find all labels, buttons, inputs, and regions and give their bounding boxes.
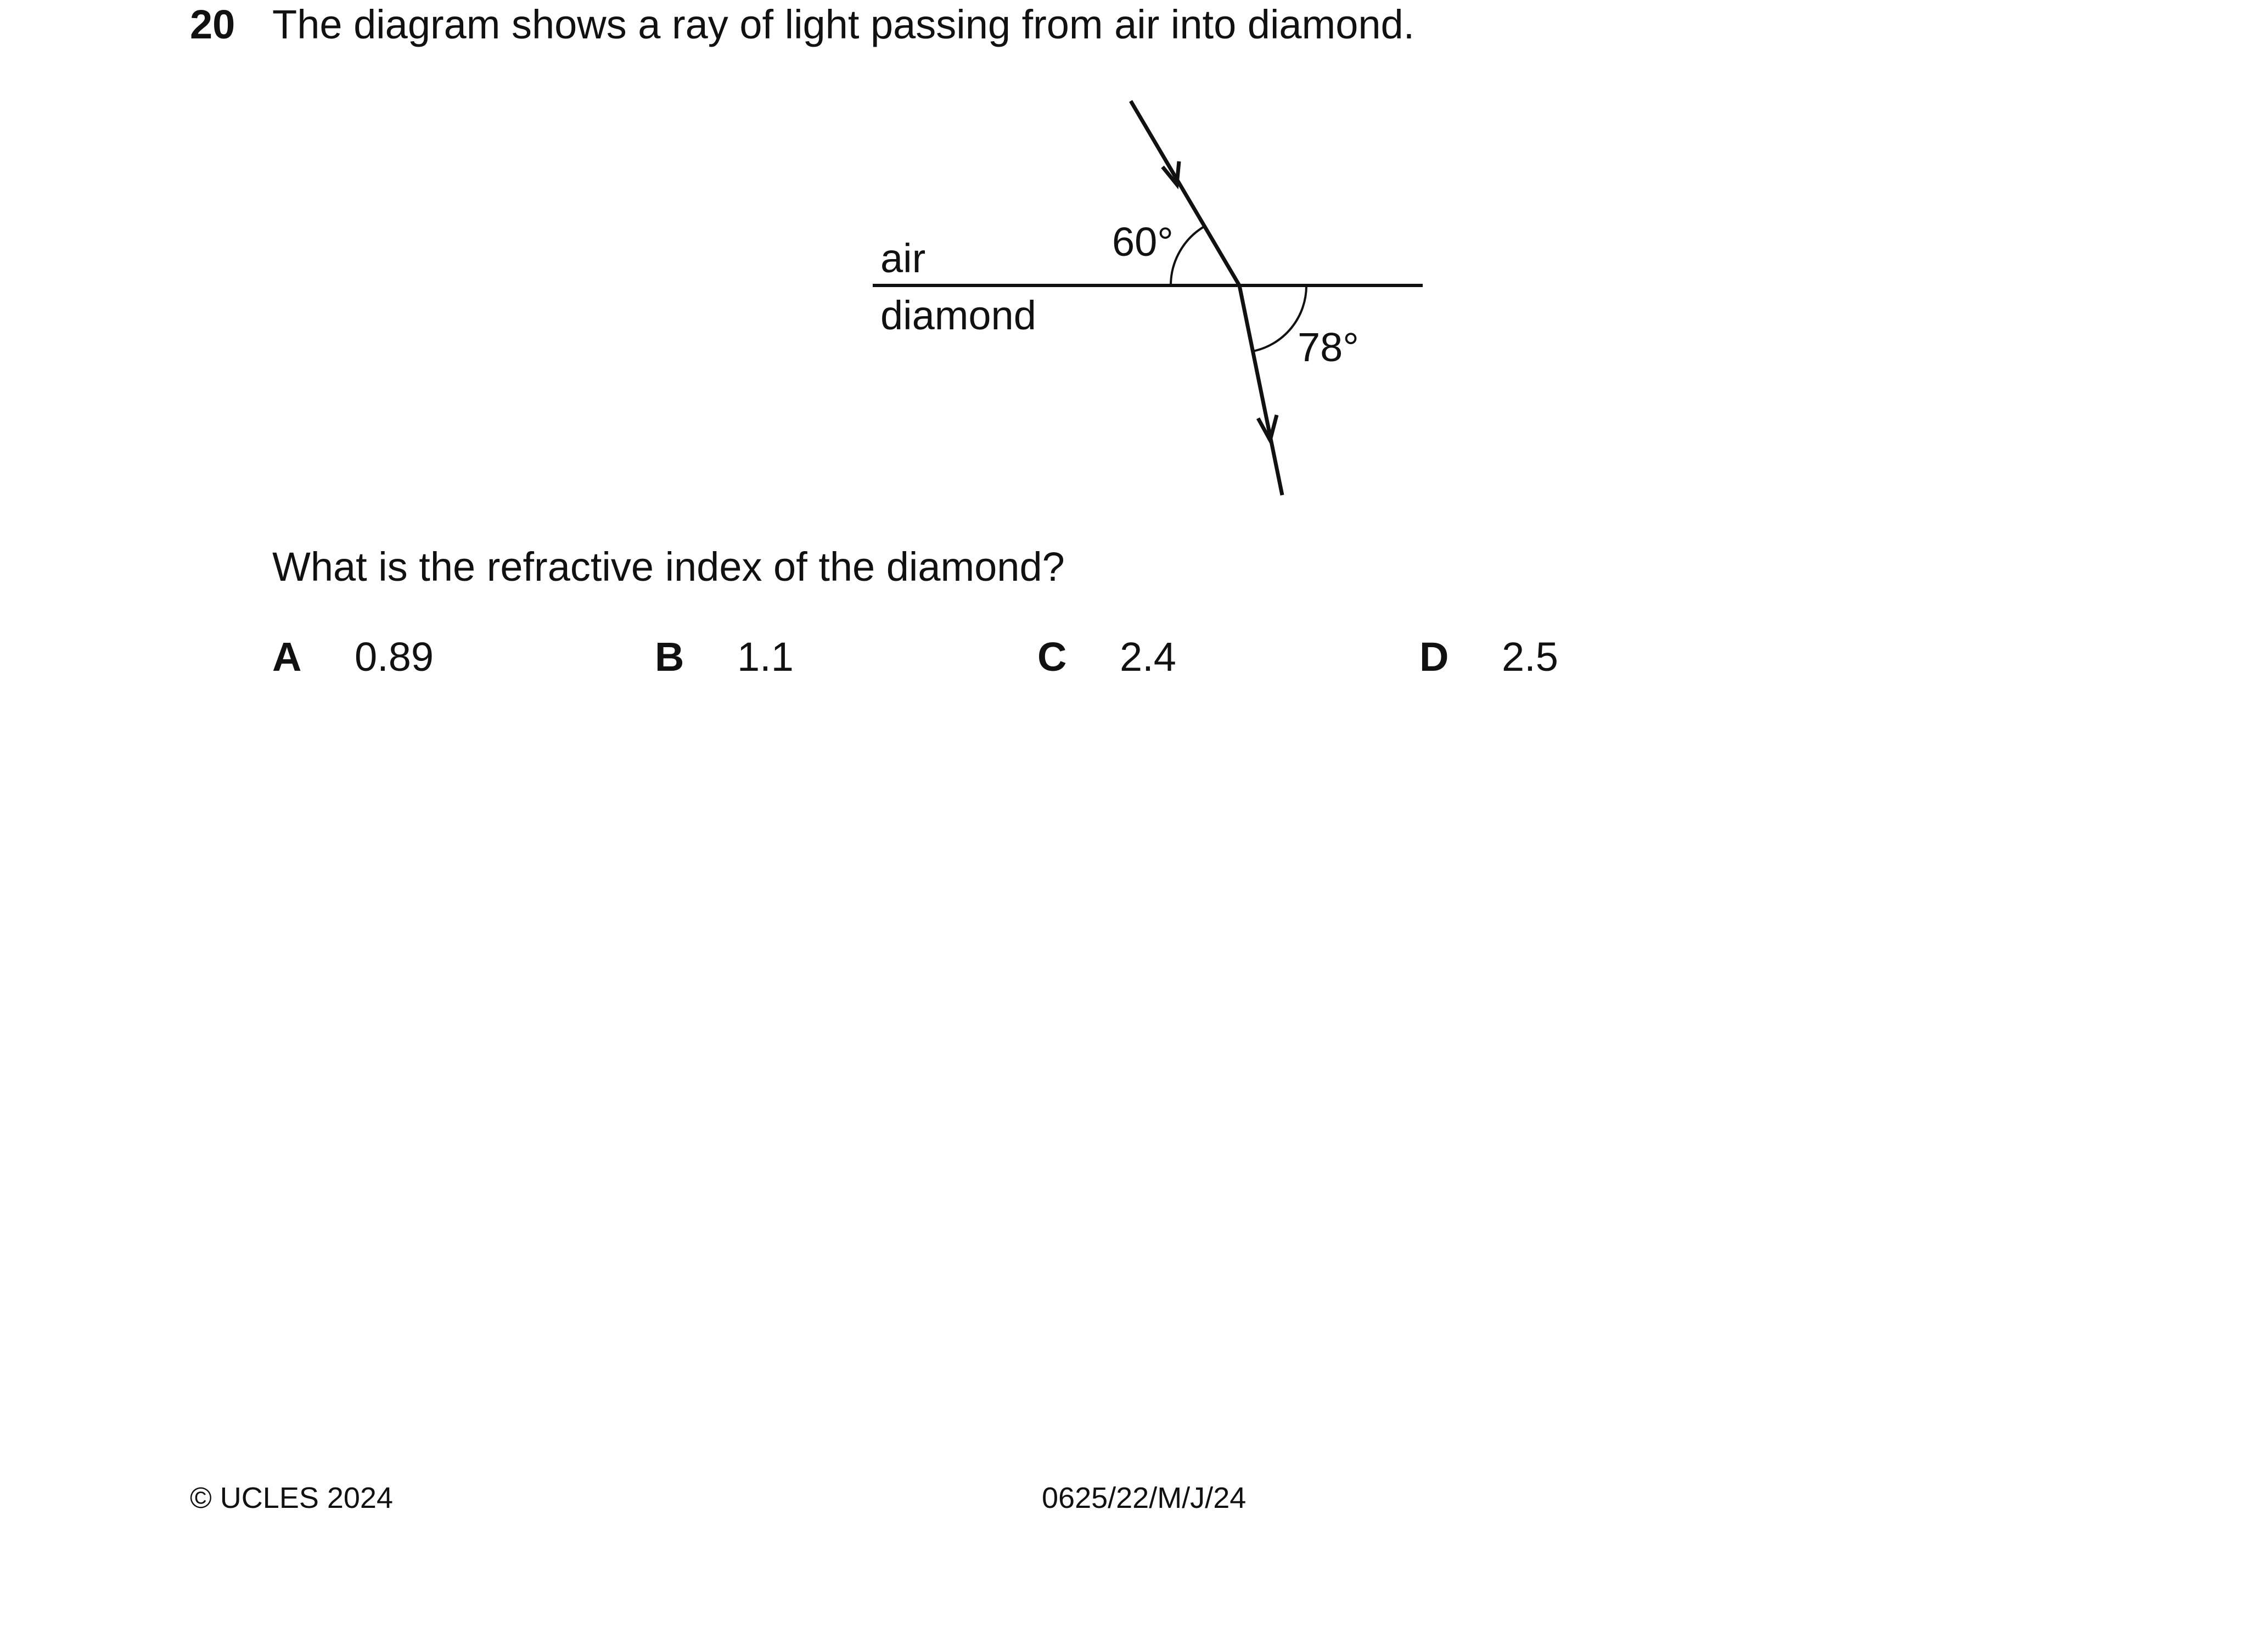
option-value: 1.1 bbox=[737, 634, 794, 680]
option-letter: A bbox=[272, 634, 302, 680]
option-a[interactable] bbox=[272, 634, 434, 680]
option-value: 2.5 bbox=[1502, 634, 1558, 680]
option-letter: B bbox=[655, 634, 684, 680]
question-prompt: What is the refractive index of the diamond? bbox=[272, 544, 1065, 590]
paper-code-footer: 0625/22/M/J/24 bbox=[1042, 1482, 1247, 1514]
option-b[interactable] bbox=[655, 634, 794, 680]
question-number: 20 bbox=[190, 2, 235, 47]
air-label: air bbox=[880, 235, 926, 281]
option-letter: C bbox=[1037, 634, 1067, 680]
refracted-ray bbox=[1239, 285, 1282, 495]
option-letter: D bbox=[1419, 634, 1449, 680]
option-c[interactable] bbox=[1037, 634, 1176, 680]
diamond-label: diamond bbox=[880, 293, 1036, 338]
option-value: 2.4 bbox=[1120, 634, 1176, 680]
refracted-angle-label: 78° bbox=[1298, 324, 1359, 370]
question-stem: The diagram shows a ray of light passing from air into diamond. bbox=[272, 2, 1415, 47]
incident-arrowhead bbox=[1163, 161, 1179, 184]
option-d[interactable] bbox=[1419, 634, 1558, 680]
incident-angle-arc bbox=[1171, 226, 1205, 285]
option-value: 0.89 bbox=[355, 634, 434, 680]
refraction-diagram bbox=[0, 0, 2268, 549]
copyright-footer: © UCLES 2024 bbox=[190, 1482, 393, 1514]
incident-angle-label: 60° bbox=[1112, 219, 1174, 265]
